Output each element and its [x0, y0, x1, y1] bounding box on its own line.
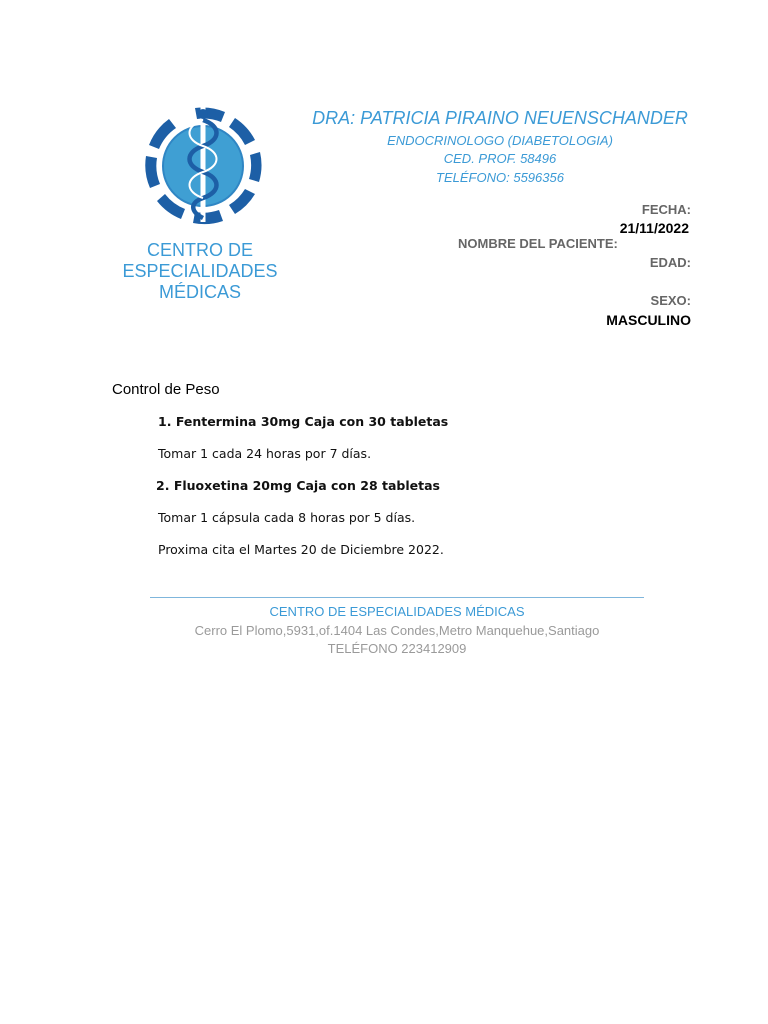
footer-divider — [150, 597, 644, 598]
sex-value: MASCULINO — [606, 312, 691, 328]
clinic-name — [100, 240, 300, 303]
prescription-item-2 — [156, 478, 440, 493]
sex-label: SEXO: — [650, 293, 691, 308]
caduceus-gear-logo-icon — [144, 102, 262, 226]
doctor-specialty: ENDOCRINOLOGO (DIABETOLOGIA) — [387, 133, 613, 148]
item-number: 2. — [156, 478, 170, 493]
prescription-instructions-1: Tomar 1 cada 24 horas por 7 días. — [158, 446, 372, 461]
medication-name: Fentermina 30mg Caja con 30 tabletas — [175, 414, 449, 429]
clinic-name-line-1: CENTRO DE — [146, 240, 253, 260]
prescription-title: Control de Peso — [112, 381, 220, 398]
next-appointment: Proxima cita el Martes 20 de Diciembre 2022. — [158, 542, 444, 557]
medication-name: Fluoxetina 20mg Caja con 28 tabletas — [173, 478, 440, 493]
footer-phone: TELÉFONO 223412909 — [327, 641, 467, 656]
date-label: FECHA: — [641, 202, 691, 217]
clinic-name-line-3: MÉDICAS — [158, 282, 241, 302]
item-number: 1. — [158, 414, 172, 429]
prescription-instructions-2: Tomar 1 cápsula cada 8 horas por 5 días. — [158, 510, 416, 525]
doctor-phone: TELÉFONO: 5596356 — [436, 170, 564, 185]
date-value: 21/11/2022 — [619, 220, 689, 236]
doctor-license: CED. PROF. 58496 — [443, 151, 557, 166]
patient-name-label: NOMBRE DEL PACIENTE: — [458, 236, 618, 251]
clinic-name-line-2: ESPECIALIDADES — [122, 261, 278, 281]
footer-clinic-name: CENTRO DE ESPECIALIDADES MÉDICAS — [269, 604, 525, 619]
age-label: EDAD: — [649, 255, 691, 270]
prescription-item-1 — [158, 414, 448, 429]
footer-address: Cerro El Plomo,5931,of.1404 Las Condes,Metro Manquehue,Santiago — [194, 623, 600, 638]
doctor-name: DRA: PATRICIA PIRAINO NEUENSCHANDER — [312, 108, 688, 128]
